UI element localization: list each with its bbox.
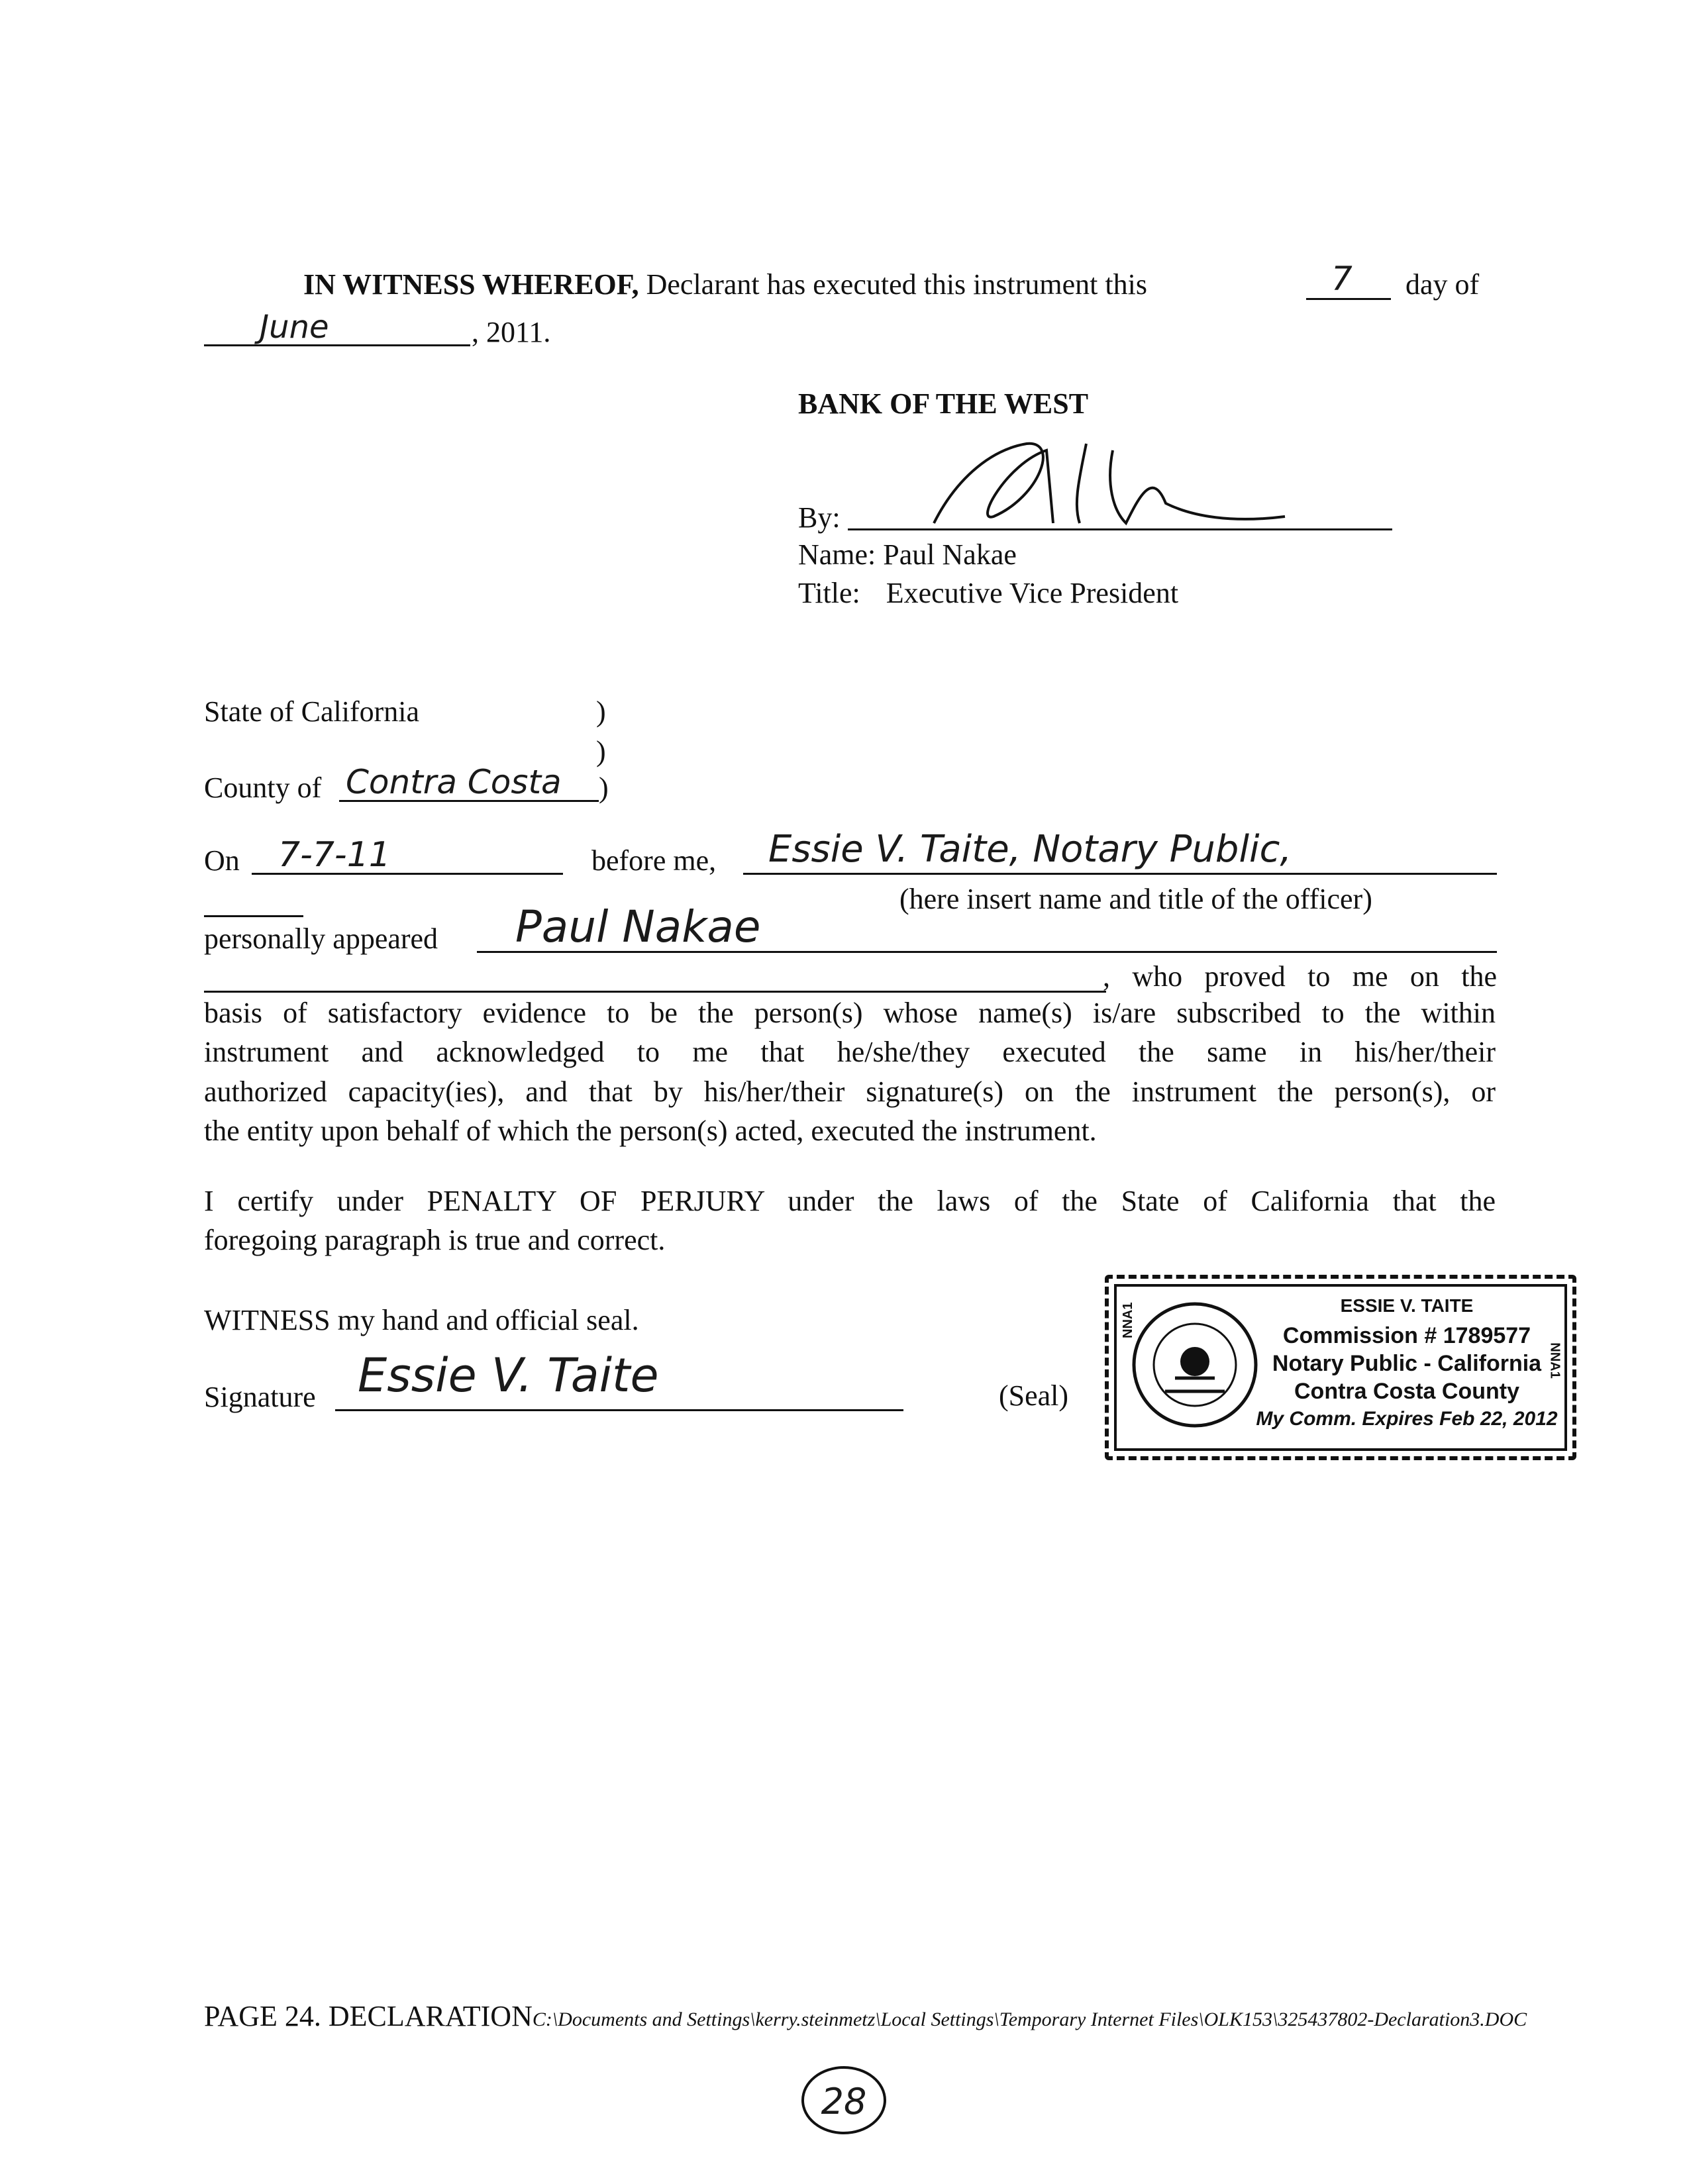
state-line: State of California [204, 695, 420, 728]
body-line-4: the entity upon behalf of which the person(s) acted, executed the instrument. [204, 1115, 1097, 1148]
stamp-side-code-right: NNA1 [1547, 1342, 1562, 1379]
county-label: County of [204, 771, 322, 804]
signature-line [335, 1409, 903, 1411]
date-handwritten: 7-7-11 [278, 835, 391, 875]
short-line [204, 915, 303, 917]
title-value: Executive Vice President [886, 577, 1179, 609]
by-label: By: [798, 501, 841, 534]
month-line [204, 344, 470, 346]
certify-line-1: I certify under PENALTY OF PERJURY under the laws of the State of California that the [204, 1185, 1496, 1217]
witness-clause [303, 265, 1147, 304]
acknowledgment-body [204, 993, 1496, 1151]
witness-lead: IN WITNESS WHEREOF, [303, 268, 639, 301]
state-seal-icon [1129, 1299, 1261, 1431]
body-line-1: basis of satisfactory evidence to be the person(s) whose name(s) is/are subscribed to the within [204, 997, 1496, 1029]
county-handwritten: Contra Costa [346, 763, 562, 801]
notary-stamp [1105, 1275, 1576, 1460]
officer-handwritten: Essie V. Taite, Notary Public, [768, 828, 1292, 871]
executive-signature [914, 424, 1351, 543]
page-number-circle [801, 2066, 886, 2134]
day-handwritten: 7 [1331, 260, 1353, 298]
notary-signature: Essie V. Taite [358, 1348, 659, 1403]
stamp-commission: Commission # 1789577 [1282, 1323, 1531, 1348]
venue-paren-2: ) [596, 735, 606, 768]
year-text: , 2011. [472, 316, 551, 348]
venue-paren-1: ) [596, 695, 606, 728]
seal-label: (Seal) [999, 1379, 1069, 1412]
venue-paren-3: ) [599, 771, 609, 804]
footer-path: C:\Documents and Settings\kerry.steinmetz\Local Settings\Temporary Internet Files\OLK153\325437802-Declaration3.DOC [532, 2009, 1527, 2030]
appeared-line-2 [204, 991, 1106, 993]
officer-hint: (here insert name and title of the officer) [899, 883, 1372, 915]
body-line-3: authorized capacity(ies), and that by his/her/their signature(s) on the instrument the person(s), or [204, 1075, 1496, 1108]
stamp-expires: My Comm. Expires Feb 22, 2012 [1256, 1408, 1558, 1430]
signature-label: Signature [204, 1381, 316, 1413]
signer-title [798, 573, 1178, 613]
footer [204, 1997, 1527, 2036]
before-me-label: before me, [591, 844, 717, 877]
certify-line-2: foregoing paragraph is true and correct. [204, 1224, 666, 1257]
appeared-label: personally appeared [204, 922, 438, 955]
footer-page: PAGE 24. DECLARATION [204, 2000, 533, 2032]
stamp-role: Notary Public - California [1272, 1351, 1542, 1376]
appeared-handwritten: Paul Nakae [515, 901, 761, 952]
month-handwritten: June [260, 309, 329, 346]
witness-seal-text: WITNESS my hand and official seal. [204, 1304, 639, 1336]
witness-text: Declarant has executed this instrument this [646, 268, 1147, 301]
certify-paragraph [204, 1181, 1496, 1260]
title-label: Title: [798, 577, 860, 609]
day-of-text: day of [1405, 268, 1480, 301]
org-name: BANK OF THE WEST [798, 387, 1089, 420]
proved-text: , who proved to me on the [1103, 960, 1497, 993]
body-line-2: instrument and acknowledged to me that he/she/they executed the same in his/her/their [204, 1036, 1496, 1069]
stamp-county: Contra Costa County [1294, 1379, 1519, 1404]
signer-name: Name: Paul Nakae [798, 538, 1017, 571]
page-number-handwritten: 28 [821, 2081, 867, 2122]
on-label: On [204, 844, 240, 877]
stamp-name: ESSIE V. TAITE [1340, 1295, 1474, 1316]
stamp-side-code-left: NNA1 [1121, 1302, 1135, 1338]
